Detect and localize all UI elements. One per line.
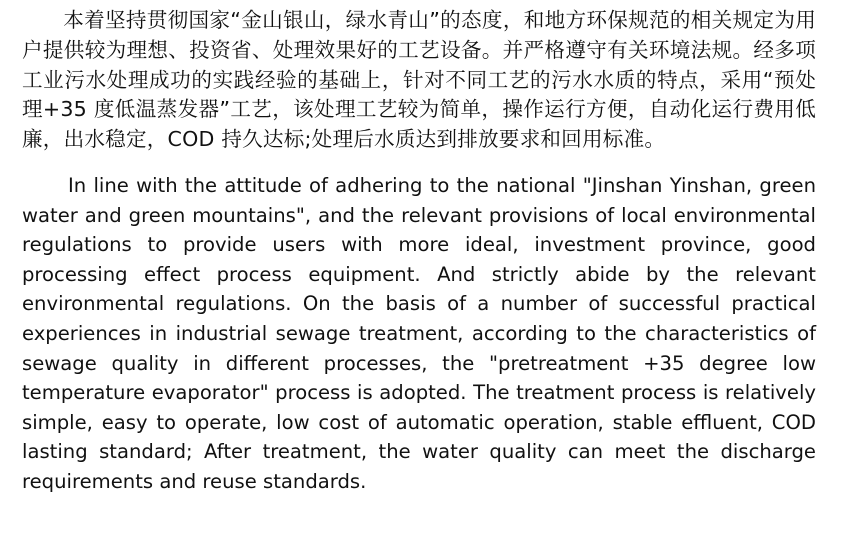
english-paragraph: In line with the attitude of adhering to the national "Jinshan Yinshan, green water and green mountains", and the relevant provisions of local environmental regulations to provide users with more ideal, investment province, good processing effect process equipment. And strictly abide by the relevant environmental regulations. On the basis of a number of successful practical experiences in industrial sewage treatment, according to the characteristics of sewage quality in different processes, the "pretreatment +35 degree low temperature evaporator" process is adopted. The treatment process is relatively simple, easy to operate, low cost of automatic operation, stable effluent, COD lasting standard; After treatment, the water quality can meet the discharge requirements and reuse standards. xyxy=(22,173,816,493)
chinese-paragraph: 本着坚持贯彻国家“金山银山，绿水青山”的态度，和地方环保规范的相关规定为用户提供较为理想、投资省、处理效果好的工艺设备。并严格遵守有关环境法规。经多项工业污水处理成功的实践经验的基础上，针对不同工艺的污水水质的特点，采用“预处理+35 度低温蒸发器”工艺，该处理工艺较为简单，操作运行方便，自动化运行费用低廉，出水稳定，COD 持久达标;处理后水质达到排放要求和回用标准。 xyxy=(22,8,816,152)
